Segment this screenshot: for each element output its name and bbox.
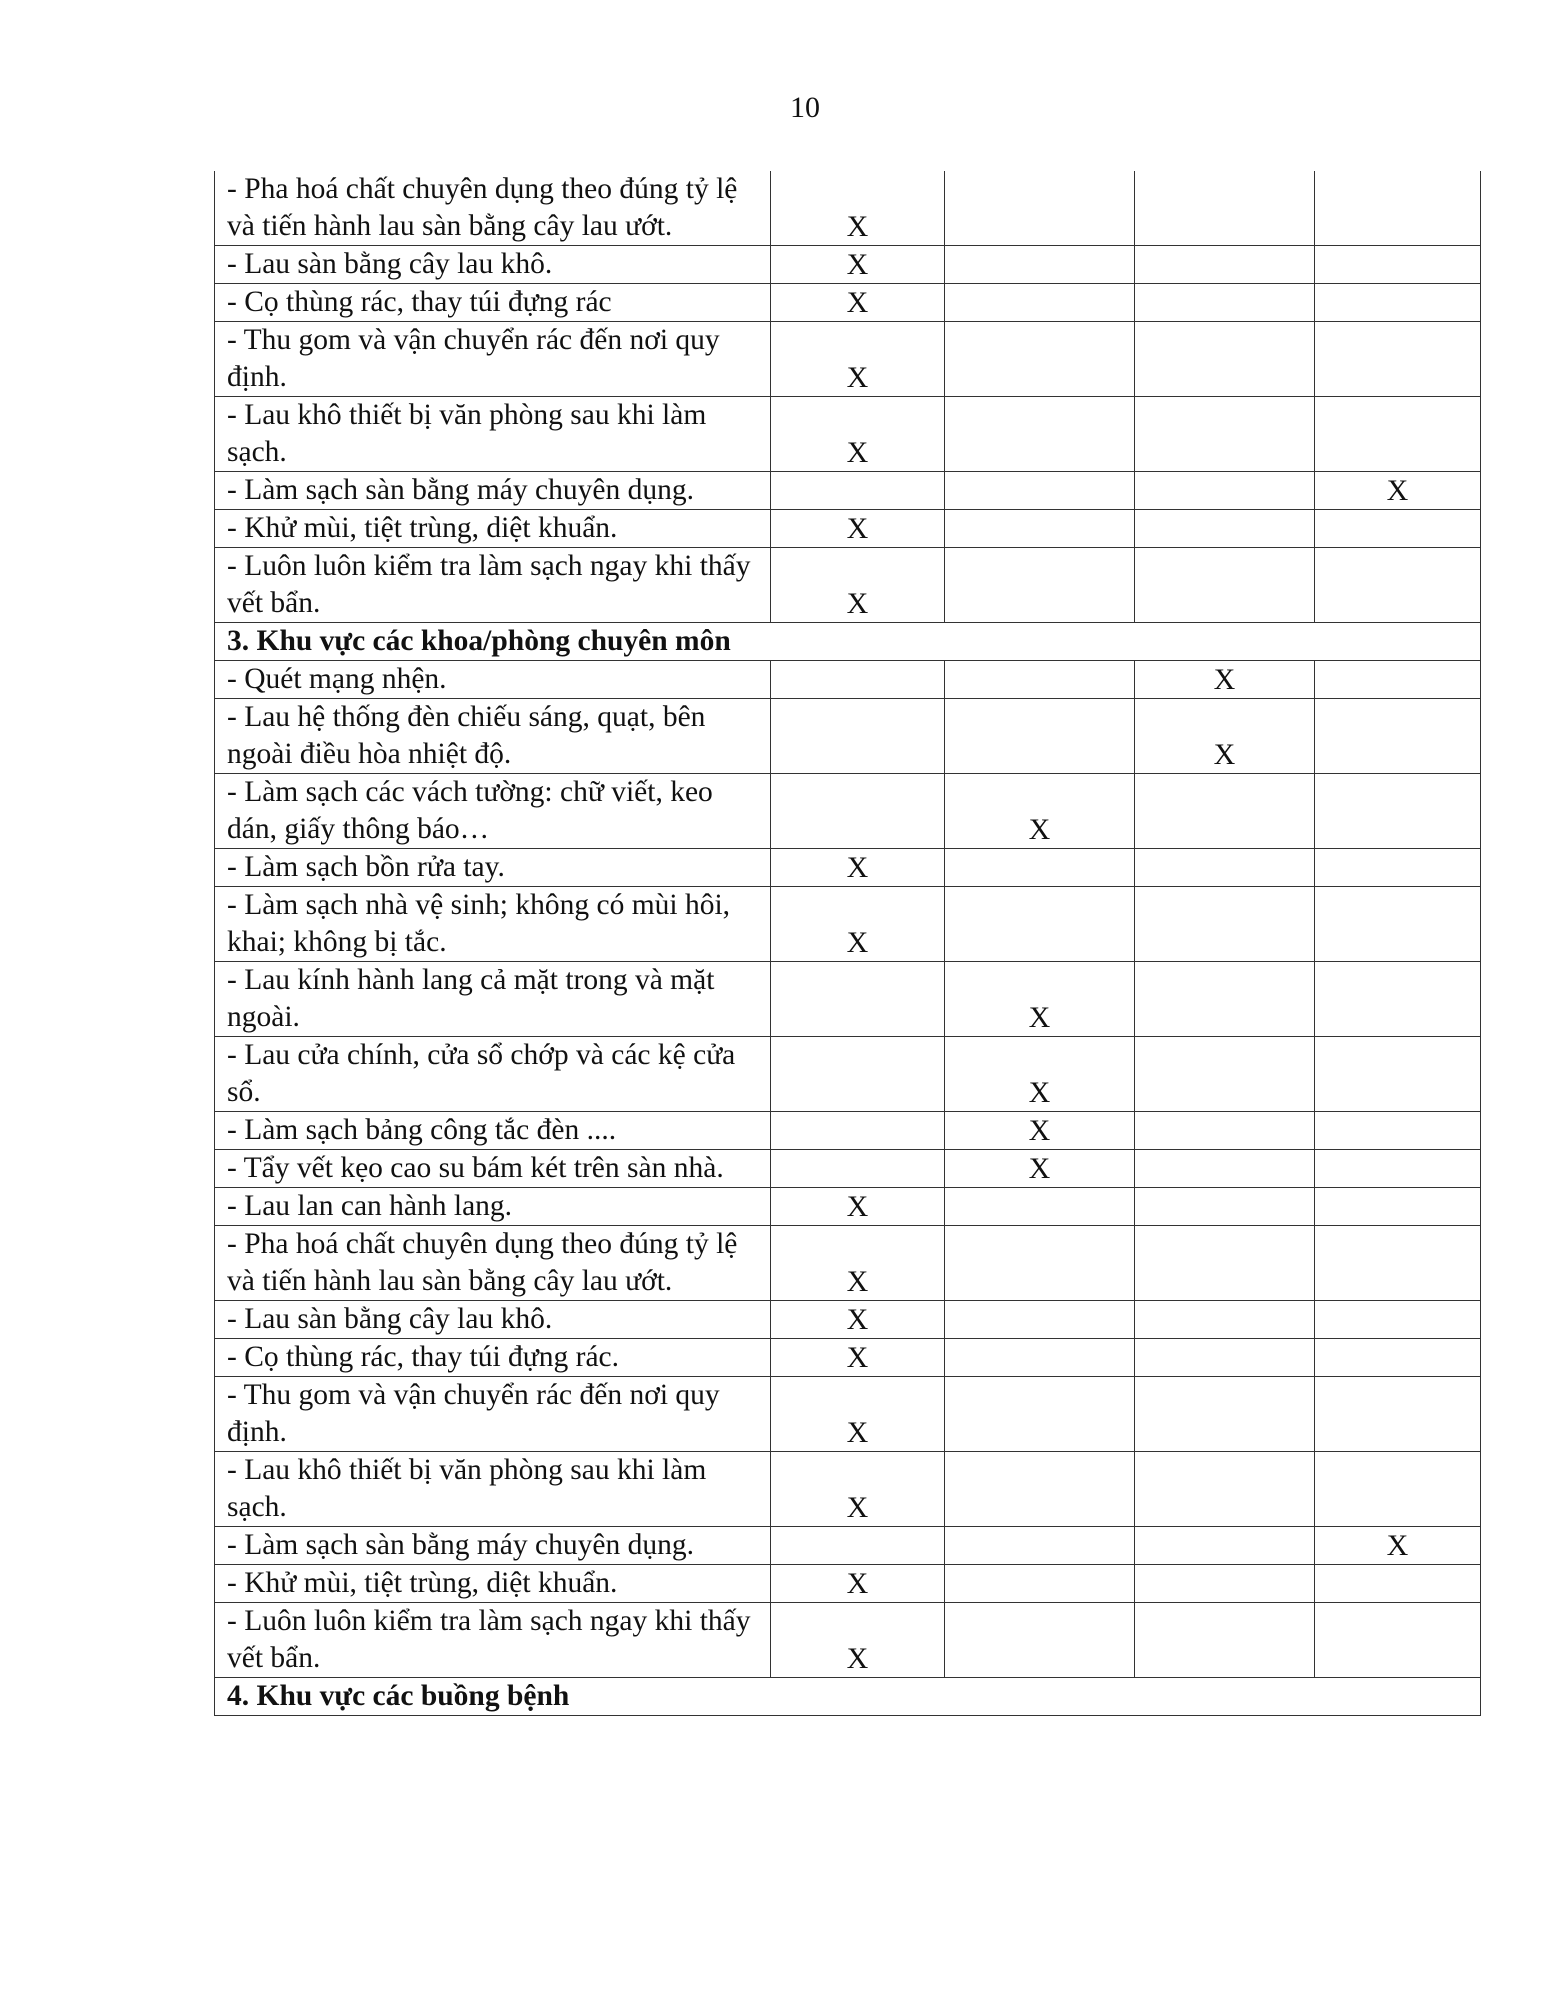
frequency-mark-cell: X [771, 1603, 945, 1678]
frequency-mark-cell [1315, 284, 1481, 322]
page-number: 10 [790, 91, 820, 124]
frequency-mark-cell: X [771, 171, 945, 246]
frequency-mark-cell [945, 1527, 1135, 1565]
frequency-mark-cell [1135, 1377, 1315, 1452]
frequency-mark-cell [1135, 284, 1315, 322]
frequency-mark-cell [945, 887, 1135, 962]
frequency-mark-cell [945, 510, 1135, 548]
table-row [215, 1527, 1481, 1565]
frequency-mark-cell: X [945, 962, 1135, 1037]
task-description: - Làm sạch bồn rửa tay. [215, 849, 771, 887]
task-description: - Lau sàn bằng cây lau khô. [215, 1301, 771, 1339]
table-row [215, 1150, 1481, 1188]
task-description: - Pha hoá chất chuyên dụng theo đúng tỷ lệ và tiến hành lau sàn bằng cây lau ướt. [215, 1226, 771, 1301]
task-description: - Lau khô thiết bị văn phòng sau khi làm sạch. [215, 1452, 771, 1527]
frequency-mark-cell [1135, 1301, 1315, 1339]
frequency-mark-cell [1315, 322, 1481, 397]
frequency-mark-cell [945, 1339, 1135, 1377]
table-row [215, 849, 1481, 887]
frequency-mark-cell: X [771, 548, 945, 623]
frequency-mark-cell [1135, 1150, 1315, 1188]
frequency-mark-cell [1135, 1037, 1315, 1112]
table-row [215, 1377, 1481, 1452]
table-row [215, 322, 1481, 397]
frequency-mark-cell: X [771, 322, 945, 397]
task-description: - Luôn luôn kiểm tra làm sạch ngay khi thấy vết bẩn. [215, 548, 771, 623]
frequency-mark-cell [945, 472, 1135, 510]
task-description: - Tẩy vết kẹo cao su bám két trên sàn nhà. [215, 1150, 771, 1188]
frequency-mark-cell [1315, 661, 1481, 699]
frequency-mark-cell [945, 699, 1135, 774]
frequency-mark-cell: X [771, 284, 945, 322]
task-description: - Làm sạch bảng công tắc đèn .... [215, 1112, 771, 1150]
frequency-mark-cell [1135, 1527, 1315, 1565]
table-row [215, 1226, 1481, 1301]
frequency-mark-cell: X [771, 1452, 945, 1527]
section-heading: 3. Khu vực các khoa/phòng chuyên môn [215, 623, 1481, 661]
frequency-mark-cell [945, 1226, 1135, 1301]
task-description: - Làm sạch các vách tường: chữ viết, keo dán, giấy thông báo… [215, 774, 771, 849]
frequency-mark-cell [945, 1301, 1135, 1339]
table-row [215, 472, 1481, 510]
frequency-mark-cell [1135, 887, 1315, 962]
task-description: - Lau kính hành lang cả mặt trong và mặt ngoài. [215, 962, 771, 1037]
table-row [215, 887, 1481, 962]
task-description: - Làm sạch sàn bằng máy chuyên dụng. [215, 1527, 771, 1565]
frequency-mark-cell: X [771, 246, 945, 284]
frequency-mark-cell: X [945, 1112, 1135, 1150]
table-row [215, 1339, 1481, 1377]
task-description: - Lau hệ thống đèn chiếu sáng, quạt, bên ngoài điều hòa nhiệt độ. [215, 699, 771, 774]
frequency-mark-cell: X [945, 1037, 1135, 1112]
frequency-mark-cell [945, 1603, 1135, 1678]
frequency-mark-cell [1135, 510, 1315, 548]
frequency-mark-cell: X [1315, 472, 1481, 510]
frequency-mark-cell [945, 1188, 1135, 1226]
table-row [215, 774, 1481, 849]
frequency-mark-cell [1315, 1150, 1481, 1188]
frequency-mark-cell [1315, 1226, 1481, 1301]
frequency-mark-cell [1135, 322, 1315, 397]
frequency-mark-cell [1135, 962, 1315, 1037]
frequency-mark-cell [945, 548, 1135, 623]
frequency-mark-cell [945, 1565, 1135, 1603]
frequency-mark-cell [1135, 1188, 1315, 1226]
table-row [215, 548, 1481, 623]
frequency-mark-cell [1135, 1112, 1315, 1150]
table-row [215, 171, 1481, 246]
section-heading-row [215, 1678, 1481, 1716]
frequency-mark-cell [945, 1377, 1135, 1452]
frequency-mark-cell [945, 284, 1135, 322]
section-heading-row [215, 623, 1481, 661]
task-description: - Quét mạng nhện. [215, 661, 771, 699]
frequency-mark-cell [771, 1037, 945, 1112]
frequency-mark-cell [1315, 1301, 1481, 1339]
table-row [215, 284, 1481, 322]
table-body [215, 171, 1481, 1716]
frequency-mark-cell [1315, 246, 1481, 284]
frequency-mark-cell [1135, 774, 1315, 849]
frequency-mark-cell [1315, 1377, 1481, 1452]
frequency-mark-cell: X [771, 849, 945, 887]
frequency-mark-cell [1315, 171, 1481, 246]
task-description: - Lau lan can hành lang. [215, 1188, 771, 1226]
frequency-mark-cell [945, 1452, 1135, 1527]
frequency-mark-cell [1315, 1339, 1481, 1377]
frequency-mark-cell: X [1135, 699, 1315, 774]
frequency-mark-cell: X [771, 397, 945, 472]
frequency-mark-cell [1135, 472, 1315, 510]
frequency-mark-cell [1135, 1452, 1315, 1527]
frequency-mark-cell [771, 699, 945, 774]
frequency-mark-cell [771, 472, 945, 510]
frequency-mark-cell [1315, 1037, 1481, 1112]
frequency-mark-cell [771, 1112, 945, 1150]
frequency-mark-cell [1315, 1188, 1481, 1226]
frequency-mark-cell [771, 962, 945, 1037]
frequency-mark-cell [1135, 397, 1315, 472]
frequency-mark-cell: X [771, 1565, 945, 1603]
table-row [215, 1603, 1481, 1678]
frequency-mark-cell [1135, 548, 1315, 623]
frequency-mark-cell [1315, 1603, 1481, 1678]
frequency-mark-cell [1315, 699, 1481, 774]
frequency-mark-cell [1135, 1603, 1315, 1678]
frequency-mark-cell [1315, 887, 1481, 962]
frequency-mark-cell [1135, 1226, 1315, 1301]
frequency-mark-cell [1135, 1565, 1315, 1603]
task-description: - Làm sạch sàn bằng máy chuyên dụng. [215, 472, 771, 510]
frequency-mark-cell: X [771, 1301, 945, 1339]
frequency-mark-cell [1315, 1565, 1481, 1603]
frequency-mark-cell [945, 661, 1135, 699]
frequency-mark-cell [1315, 548, 1481, 623]
frequency-mark-cell: X [771, 1377, 945, 1452]
frequency-mark-cell [1135, 849, 1315, 887]
table-row [215, 1112, 1481, 1150]
frequency-mark-cell: X [1135, 661, 1315, 699]
frequency-mark-cell [1315, 849, 1481, 887]
table-row [215, 246, 1481, 284]
frequency-mark-cell [771, 1527, 945, 1565]
table-row [215, 962, 1481, 1037]
frequency-mark-cell [1315, 774, 1481, 849]
frequency-mark-cell [1135, 1339, 1315, 1377]
frequency-mark-cell [771, 774, 945, 849]
table-row [215, 397, 1481, 472]
task-description: - Làm sạch nhà vệ sinh; không có mùi hôi, khai; không bị tắc. [215, 887, 771, 962]
frequency-mark-cell [771, 1150, 945, 1188]
frequency-mark-cell: X [945, 774, 1135, 849]
task-description: - Cọ thùng rác, thay túi đựng rác [215, 284, 771, 322]
frequency-mark-cell [1135, 246, 1315, 284]
frequency-mark-cell [1315, 397, 1481, 472]
frequency-mark-cell: X [771, 1339, 945, 1377]
task-description: - Thu gom và vận chuyển rác đến nơi quy định. [215, 322, 771, 397]
frequency-mark-cell: X [945, 1150, 1135, 1188]
table-row [215, 1565, 1481, 1603]
frequency-mark-cell [945, 171, 1135, 246]
table-row [215, 1452, 1481, 1527]
cleaning-schedule-table [214, 171, 1481, 1716]
frequency-mark-cell [1315, 1112, 1481, 1150]
frequency-mark-cell: X [771, 1226, 945, 1301]
frequency-mark-cell [1315, 1452, 1481, 1527]
table-row [215, 1301, 1481, 1339]
task-description: - Lau cửa chính, cửa sổ chớp và các kệ cửa sổ. [215, 1037, 771, 1112]
frequency-mark-cell: X [771, 1188, 945, 1226]
frequency-mark-cell: X [1315, 1527, 1481, 1565]
frequency-mark-cell [771, 661, 945, 699]
task-description: - Cọ thùng rác, thay túi đựng rác. [215, 1339, 771, 1377]
table-row [215, 699, 1481, 774]
frequency-mark-cell [945, 849, 1135, 887]
task-description: - Lau sàn bằng cây lau khô. [215, 246, 771, 284]
frequency-mark-cell [945, 246, 1135, 284]
table-row [215, 1037, 1481, 1112]
frequency-mark-cell [1315, 962, 1481, 1037]
frequency-mark-cell [945, 322, 1135, 397]
task-description: - Thu gom và vận chuyển rác đến nơi quy định. [215, 1377, 771, 1452]
task-description: - Khử mùi, tiệt trùng, diệt khuẩn. [215, 1565, 771, 1603]
section-heading: 4. Khu vực các buồng bệnh [215, 1678, 1481, 1716]
task-description: - Pha hoá chất chuyên dụng theo đúng tỷ lệ và tiến hành lau sàn bằng cây lau ướt. [215, 171, 771, 246]
task-description: - Khử mùi, tiệt trùng, diệt khuẩn. [215, 510, 771, 548]
table-row [215, 510, 1481, 548]
frequency-mark-cell: X [771, 510, 945, 548]
task-description: - Luôn luôn kiểm tra làm sạch ngay khi thấy vết bẩn. [215, 1603, 771, 1678]
frequency-mark-cell [1135, 171, 1315, 246]
frequency-mark-cell [1315, 510, 1481, 548]
task-description: - Lau khô thiết bị văn phòng sau khi làm sạch. [215, 397, 771, 472]
frequency-mark-cell [945, 397, 1135, 472]
table-row [215, 661, 1481, 699]
frequency-mark-cell: X [771, 887, 945, 962]
table-row [215, 1188, 1481, 1226]
